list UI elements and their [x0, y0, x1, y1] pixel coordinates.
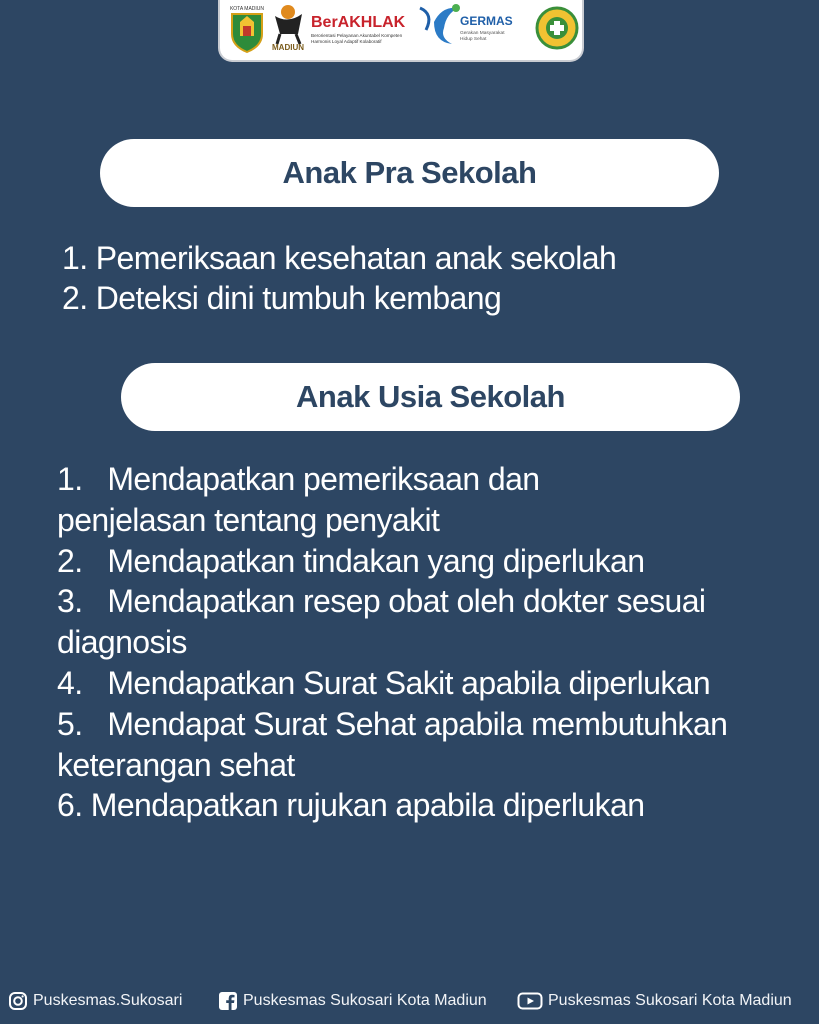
list-line: 2. Mendapatkan tindakan yang diperlukan	[57, 542, 645, 579]
svg-text:BerAKHLAK: BerAKHLAK	[311, 14, 406, 31]
footer-youtube[interactable]	[517, 990, 792, 1012]
logo-bar	[218, 0, 584, 62]
list-line: 1. Mendapatkan pemeriksaan dan	[57, 461, 540, 497]
svg-text:Gerakan Masyarakat: Gerakan Masyarakat	[460, 31, 505, 36]
footer-facebook[interactable]	[218, 990, 487, 1012]
madiun-logo-icon	[272, 5, 304, 52]
svg-text:KOTA MADIUN: KOTA MADIUN	[229, 6, 265, 12]
health-badge-icon	[537, 8, 577, 48]
section-title-text: Anak Pra Sekolah	[282, 155, 537, 190]
list-item: 1. Pemeriksaan kesehatan anak sekolah	[62, 240, 617, 276]
list-line: 4. Mendapatkan Surat Sakit apabila diperlukan	[57, 664, 711, 701]
section-title-usia-sekolah	[121, 363, 740, 431]
list-line: penjelasan tentang penyakit	[57, 501, 440, 538]
list-item: 2. Deteksi dini tumbuh kembang	[62, 280, 502, 316]
berakhlak-logo	[311, 8, 429, 44]
svg-text:MADIUN: MADIUN	[272, 43, 304, 52]
svg-text:Berorientasi Pelayanan Akuntab: Berorientasi Pelayanan Akuntabel Kompeten	[311, 33, 403, 38]
section-title-text: Anak Usia Sekolah	[296, 379, 565, 414]
youtube-icon	[517, 991, 543, 1011]
instagram-icon	[8, 991, 28, 1011]
germas-logo	[434, 4, 513, 44]
facebook-icon	[218, 991, 238, 1011]
svg-text:Harmonis Loyal Adaptif Kolabor: Harmonis Loyal Adaptif Kolaboratif	[311, 39, 382, 44]
list-line: 3. Mendapatkan resep obat oleh dokter sesuai	[57, 583, 706, 620]
svg-text:GERMAS: GERMAS	[460, 14, 513, 28]
youtube-channel-name: Puskesmas Sukosari Kota Madiun	[548, 992, 792, 1009]
svg-text:Hidup Sehat: Hidup Sehat	[460, 37, 487, 42]
logo-strip	[220, 0, 586, 62]
footer-instagram[interactable]	[8, 990, 182, 1012]
instagram-handle: Puskesmas.Sukosari	[33, 992, 183, 1009]
list-line: keterangan sehat	[57, 746, 295, 783]
kota-madiun-crest-icon	[230, 6, 264, 52]
section-title-pra-sekolah	[100, 139, 719, 207]
pra-sekolah-list	[62, 238, 616, 318]
list-line: 6. Mendapatkan rujukan apabila diperlukan	[57, 787, 645, 824]
list-line: diagnosis	[57, 624, 187, 661]
facebook-page-name: Puskesmas Sukosari Kota Madiun	[243, 992, 487, 1009]
usia-sekolah-list	[57, 459, 727, 826]
list-line: 5. Mendapat Surat Sehat apabila membutuhkan	[57, 705, 728, 742]
